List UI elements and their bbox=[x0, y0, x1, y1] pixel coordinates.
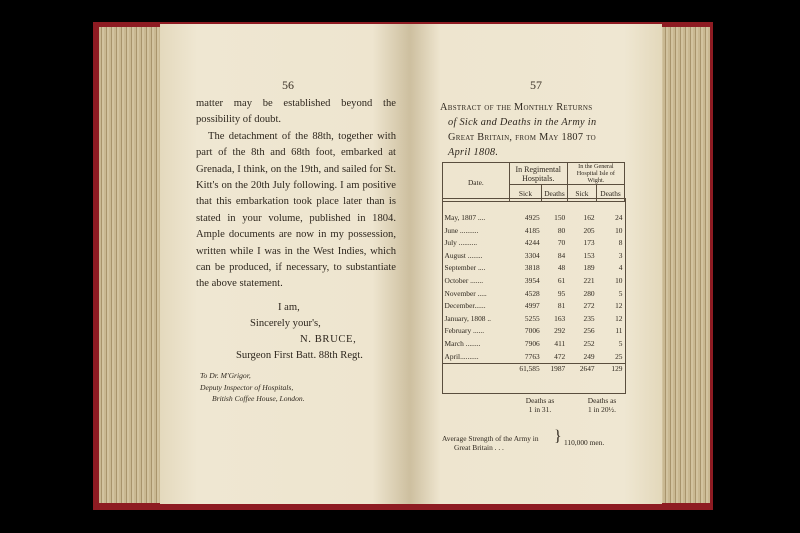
reg-deaths: 84 bbox=[557, 250, 566, 260]
gen-sick: 221 bbox=[583, 275, 595, 285]
deaths-ratio-line: Deaths as bbox=[587, 396, 617, 405]
gen-deaths: 12 bbox=[615, 301, 623, 311]
reg-sick: 7763 bbox=[524, 351, 540, 361]
table-row bbox=[443, 288, 625, 301]
deaths-ratio-line: 1 in 31. bbox=[528, 405, 552, 414]
closing-line: I am, bbox=[278, 302, 300, 313]
gen-deaths: 5 bbox=[618, 288, 623, 298]
addressee-line: Deputy Inspector of Hospitals, bbox=[200, 382, 294, 392]
table-body bbox=[443, 202, 625, 364]
reg-deaths: 95 bbox=[557, 288, 566, 298]
header-general: In the General Hospital Isle of Wight. bbox=[567, 163, 624, 185]
reg-sick: 5255 bbox=[524, 313, 540, 323]
addressee-line: British Coffee House, London. bbox=[212, 394, 305, 403]
gen-sick: 173 bbox=[583, 238, 595, 248]
gen-sick: 189 bbox=[583, 263, 595, 273]
reg-deaths: 163 bbox=[554, 313, 566, 323]
deaths-ratio-line: 1 in 20½. bbox=[588, 405, 616, 414]
signature-title: Surgeon First Batt. 88th Regt. bbox=[236, 350, 363, 361]
average-strength-line: Average Strength of the Army in bbox=[442, 434, 539, 443]
table-row bbox=[443, 250, 625, 263]
row-date: August ........ bbox=[444, 250, 483, 260]
reg-deaths: 70 bbox=[557, 238, 566, 248]
page-edges-right bbox=[658, 27, 710, 503]
table-row bbox=[443, 202, 625, 225]
row-date: July .......... bbox=[444, 238, 478, 248]
gen-sick: 153 bbox=[583, 250, 595, 260]
gen-sick: 272 bbox=[583, 301, 595, 311]
row-date: December...... bbox=[444, 301, 486, 311]
average-strength-value: 110,000 men. bbox=[564, 438, 605, 447]
row-date: June .......... bbox=[444, 225, 479, 235]
reg-deaths: 80 bbox=[557, 225, 566, 235]
table-totals-row bbox=[443, 364, 625, 374]
title-line: Great Britain, from May 1807 to bbox=[448, 132, 596, 143]
deaths-ratio-general bbox=[572, 396, 632, 414]
gen-sick: 256 bbox=[583, 326, 595, 336]
reg-sick: 3818 bbox=[524, 263, 540, 273]
deaths-ratio-regimental bbox=[510, 396, 570, 414]
table-row bbox=[443, 313, 625, 326]
gen-deaths: 10 bbox=[615, 225, 623, 235]
gen-deaths: 11 bbox=[615, 326, 623, 336]
left-page bbox=[160, 24, 410, 504]
average-strength-line: Great Britain . . . bbox=[454, 443, 504, 452]
table-row bbox=[443, 262, 625, 275]
gen-deaths: 4 bbox=[618, 263, 623, 273]
total-reg-deaths: 1987 bbox=[542, 364, 568, 374]
reg-sick: 7906 bbox=[524, 338, 540, 348]
gen-sick: 280 bbox=[583, 288, 595, 298]
header-sick: Sick bbox=[567, 185, 596, 202]
reg-deaths: 48 bbox=[557, 263, 566, 273]
header-regimental: In Regimental Hospitals. bbox=[509, 163, 567, 185]
reg-deaths: 292 bbox=[554, 326, 566, 336]
addressee-line: To Dr. M'Grigor, bbox=[200, 371, 251, 380]
paragraph: matter may be established beyond the possibility of doubt. bbox=[196, 98, 396, 126]
total-reg-sick: 61,585 bbox=[509, 364, 542, 374]
header-date: Date. bbox=[443, 163, 510, 202]
table-row bbox=[443, 325, 625, 338]
total-gen-sick: 2647 bbox=[567, 364, 596, 374]
reg-deaths: 150 bbox=[554, 213, 566, 222]
table-row bbox=[443, 300, 625, 313]
gen-deaths: 3 bbox=[618, 250, 623, 260]
reg-deaths: 472 bbox=[554, 351, 566, 361]
table-row bbox=[443, 225, 625, 238]
page-number: 56 bbox=[282, 78, 294, 92]
signature-name: N. BRUCE, bbox=[300, 334, 357, 345]
gen-deaths: 24 bbox=[615, 213, 623, 222]
table-header-row bbox=[443, 163, 625, 185]
reg-sick: 3304 bbox=[524, 250, 540, 260]
reg-sick: 7006 bbox=[524, 326, 540, 336]
row-date: February ...... bbox=[444, 326, 485, 336]
gen-sick: 205 bbox=[583, 225, 595, 235]
table-row bbox=[443, 351, 625, 364]
body-text bbox=[196, 96, 396, 293]
reg-sick: 4997 bbox=[524, 301, 540, 311]
gen-deaths: 10 bbox=[615, 275, 623, 285]
gen-deaths: 8 bbox=[618, 238, 623, 248]
table-row bbox=[443, 338, 625, 351]
gen-deaths: 12 bbox=[615, 313, 623, 323]
reg-sick: 4925 bbox=[524, 213, 540, 222]
page-edges-left bbox=[99, 27, 169, 503]
reg-sick: 4244 bbox=[524, 238, 540, 248]
row-date: October ....... bbox=[444, 275, 484, 285]
brace-symbol: } bbox=[554, 428, 562, 445]
total-gen-deaths: 129 bbox=[597, 364, 625, 374]
reg-sick: 4185 bbox=[524, 225, 540, 235]
title-line: April 1808. bbox=[448, 147, 499, 158]
table-row bbox=[443, 275, 625, 288]
addressee bbox=[200, 370, 305, 405]
header-deaths: Deaths bbox=[597, 185, 625, 202]
closing-line: Sincerely your's, bbox=[250, 318, 321, 329]
row-date: January, 1808 .. bbox=[444, 313, 492, 323]
table-row bbox=[443, 237, 625, 250]
reg-deaths: 61 bbox=[557, 275, 566, 285]
average-strength bbox=[442, 434, 539, 452]
reg-deaths: 81 bbox=[557, 301, 566, 311]
gen-sick: 252 bbox=[583, 338, 595, 348]
totals-label bbox=[443, 364, 510, 374]
gen-deaths: 25 bbox=[615, 351, 623, 361]
row-date: September .... bbox=[444, 263, 486, 273]
table-title bbox=[440, 100, 645, 160]
reg-sick: 3954 bbox=[524, 275, 540, 285]
gen-sick: 249 bbox=[583, 351, 595, 361]
paragraph: The detachment of the 88th, together with part of the 8th and 68th foot, embarked at Grenada, I think, on the 19th, and sailed for St. Kitt's on the 20th July following. I am positive that this embarkation took place later than is stated in your volume, published in 1804. Ample documents are now in my possession, written while I was in the West Indies, which can be produced, if necessary, to substantiate the above statement. bbox=[196, 130, 396, 290]
deaths-ratio-line: Deaths as bbox=[525, 396, 555, 405]
header-sick: Sick bbox=[509, 185, 542, 202]
header-deaths: Deaths bbox=[542, 185, 568, 202]
reg-sick: 4528 bbox=[524, 288, 540, 298]
row-date: April.......... bbox=[444, 351, 479, 361]
row-date: May, 1807 .... bbox=[444, 213, 486, 222]
reg-deaths: 411 bbox=[554, 338, 566, 348]
gen-sick: 235 bbox=[583, 313, 595, 323]
title-line: of Sick and Deaths in the Army in bbox=[448, 117, 597, 128]
row-date: March ........ bbox=[444, 338, 481, 348]
gen-deaths: 5 bbox=[618, 338, 623, 348]
page-number: 57 bbox=[530, 78, 542, 92]
abstract-table bbox=[442, 162, 625, 373]
row-date: November ..... bbox=[444, 288, 487, 298]
title-line: Abstract of the Monthly Returns bbox=[440, 102, 593, 113]
right-page bbox=[410, 24, 662, 504]
gen-sick: 162 bbox=[583, 213, 595, 222]
